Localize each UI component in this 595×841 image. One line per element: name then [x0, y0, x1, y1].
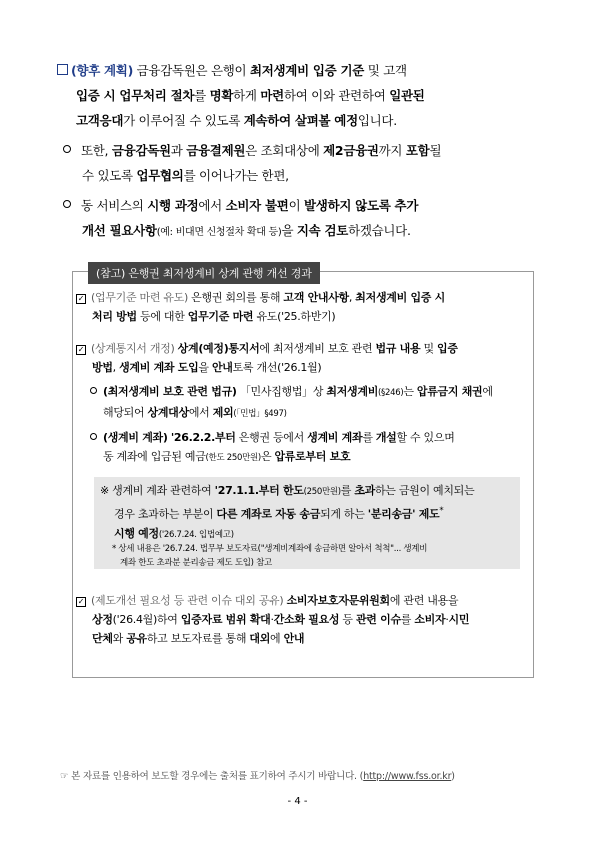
- text: 은행권 회의를 통해: [187, 291, 284, 304]
- text-small: (예: 비대면 신청절차 확대 등): [156, 227, 282, 238]
- text: 동 서비스의: [81, 198, 148, 213]
- footnote-line-2: 계좌 한도 초과분 분리송금 제도 도입) 참고: [120, 558, 272, 568]
- text: 하고 보도자료를 통해: [146, 632, 250, 645]
- bullet-line-2: [63, 163, 543, 188]
- text: 토록 개선('26.1월): [232, 361, 322, 374]
- text: 될: [429, 143, 442, 158]
- text: 과: [170, 143, 187, 158]
- footnote-line-1: * 상세 내용은 '26.7.24. 법무부 보도자료("생계비계좌에 송금하면 알아서 척척"... 생계비: [112, 544, 428, 554]
- text-small: (한도 250만원): [205, 453, 261, 463]
- item-line-1: [76, 591, 528, 610]
- footnote-mark: *: [439, 506, 444, 516]
- text: 는: [403, 385, 417, 398]
- item-line-2: [76, 307, 528, 326]
- item-line-3: [76, 629, 528, 648]
- sub-line-2: [90, 447, 530, 468]
- text: ·: [270, 613, 274, 626]
- item-tag: (상계통지서 개정): [91, 342, 175, 355]
- text: 및 고객: [364, 63, 407, 78]
- text: 가 이루어질 수 있도록: [123, 113, 244, 128]
- text-bold: 관련 이슈: [355, 613, 401, 626]
- text-bold: 상정: [92, 613, 113, 626]
- text-bold: 시행 예정: [114, 526, 159, 540]
- text-bold: 생계비 계좌 도입: [119, 361, 199, 374]
- text: 「민사집행법」상: [236, 385, 327, 398]
- circle-bullet-icon: [63, 145, 71, 153]
- text: 을: [281, 223, 297, 238]
- text-bold: 시민: [448, 613, 470, 626]
- checkbox-icon: ✓: [77, 294, 85, 303]
- text: 에: [270, 632, 284, 645]
- text-bold: 최저생계비: [326, 385, 379, 398]
- text-bold: 다른 계좌로 자동 송금: [216, 507, 321, 521]
- footer-text: ): [451, 771, 455, 782]
- text-bold: 소비자보호자문위원회: [286, 594, 390, 607]
- text: 은행권 등에서: [235, 431, 308, 444]
- text-bold: 포함: [405, 143, 430, 158]
- text-bold: '27.1.1.부터 한도: [214, 484, 304, 497]
- item-line-2: [76, 358, 528, 377]
- text-bold: '분리송금' 제도: [367, 507, 440, 521]
- text-bold: 입증자료 범위 확대: [180, 613, 271, 626]
- text-bold: '26.2.2.부터: [170, 431, 236, 444]
- text: 에 관련 내용을: [389, 594, 459, 607]
- text-bold: 방법: [92, 361, 113, 374]
- text: 유도('25.하반기): [253, 310, 336, 323]
- footer-notice: [60, 768, 455, 782]
- text-bold: 소비자 불편: [225, 198, 289, 213]
- source-link[interactable]: http://www.fss.or.kr: [363, 771, 452, 782]
- text-bold: (최저생계비 보호 관련 법규): [103, 385, 237, 398]
- reference-item-share: [76, 591, 528, 648]
- text-bold: 고객응대: [76, 113, 124, 128]
- text: 되게 하는: [320, 507, 368, 521]
- text-bold: 압류로부터 보호: [274, 450, 351, 463]
- text-bold: 개설: [375, 431, 397, 444]
- text: 하여 이와 관련하여: [283, 88, 390, 103]
- text-bold: 명확: [209, 88, 234, 103]
- sub-line-1: [90, 428, 530, 447]
- sub-line-1: [90, 382, 530, 403]
- plan-tag: (향후 계획): [71, 63, 133, 78]
- reference-sub-law: [90, 382, 530, 424]
- text: 경우 초과하는 부분이: [114, 507, 217, 521]
- text-bold: 대외: [249, 632, 271, 645]
- text: 생계비 계좌 관련하여: [108, 484, 215, 497]
- text-bold: 초과: [354, 484, 375, 497]
- text: 금융감독원은 은행이: [132, 63, 250, 78]
- text: 은: [260, 450, 275, 463]
- note-line-1: [100, 481, 520, 502]
- text-bold: 개선 필요사항: [82, 223, 157, 238]
- plan-line-2: [57, 83, 547, 108]
- text-bold: 안내: [283, 632, 305, 645]
- text: 와: [112, 632, 127, 645]
- text: 은 조회대상에: [245, 143, 324, 158]
- text-bold: 고객 안내사항: [283, 291, 349, 304]
- text-bold: 계속하여 살펴볼 예정: [243, 113, 358, 128]
- item-tag: (업무기준 마련 유도): [91, 291, 188, 304]
- bullet-line-2: [63, 218, 543, 245]
- text-bold: 마련: [260, 88, 284, 103]
- text: 또한,: [81, 143, 112, 158]
- reference-item-notice: [76, 339, 528, 377]
- text-bold: 입증: [437, 342, 458, 355]
- bullet-line-1: [63, 138, 543, 163]
- bullet-line-1: [63, 193, 543, 218]
- text-bold: 지속 검토: [296, 223, 349, 238]
- text-bold: 발생하지 않도록 추가: [304, 198, 419, 213]
- bullet-improvement: [63, 193, 543, 245]
- text-small: (「민법」§497): [233, 409, 287, 419]
- text-bold: 금융감독원: [111, 143, 171, 158]
- text-bold: 단체: [92, 632, 113, 645]
- text-bold: 업무협의: [136, 168, 184, 183]
- footer-text: 본 자료를 인용하여 보도할 경우에는 출처를 표기하여 주시기 바랍니다. (: [68, 771, 364, 782]
- item-tag: (제도개선 필요성 등 관련 이슈 대외 공유): [91, 594, 284, 607]
- plan-line-1: [57, 58, 547, 83]
- text: ('26.4월)하여: [112, 613, 181, 626]
- text-small: (250만원): [303, 487, 341, 497]
- text-bold: 처리 방법: [92, 310, 137, 323]
- text-bold: 제외: [212, 406, 234, 419]
- text: 를 이어나가는 한편,: [183, 168, 289, 183]
- text-bold: 상계(예정)통지서: [177, 342, 260, 355]
- reference-box-title: (참고) 은행권 최저생계비 상계 관행 개선 경과: [88, 262, 320, 284]
- text-bold: 소비자: [414, 613, 446, 626]
- text: 및: [420, 342, 438, 355]
- text-bold: 시행 과정: [147, 198, 199, 213]
- text-bold: 제2금융권: [323, 143, 379, 158]
- text: 입니다.: [357, 113, 397, 128]
- text-small: (§246): [378, 388, 404, 398]
- text-bold: 상계대상: [147, 406, 189, 419]
- text: 에: [482, 385, 493, 398]
- item-line-1: [76, 339, 528, 358]
- checkbox-icon: ✓: [77, 345, 85, 354]
- text-bold: 생계비 계좌: [307, 431, 363, 444]
- text-bold: 안내: [211, 361, 233, 374]
- text: 하게: [233, 88, 261, 103]
- text: 하는 금원이 예치되는: [374, 484, 475, 497]
- item-line-1: [76, 288, 528, 307]
- text-bold: (생계비 계좌): [103, 431, 168, 444]
- text: 에서: [198, 198, 226, 213]
- plan-paragraph: [57, 58, 547, 133]
- text: ,: [348, 291, 356, 304]
- text-small: ('26.7.24. 입법예고): [158, 529, 234, 540]
- text: 하겠습니다.: [348, 223, 411, 238]
- note-footnote: [112, 542, 522, 570]
- reference-mark-icon: ※: [100, 484, 109, 497]
- square-bullet-icon: [57, 64, 68, 75]
- text: 등: [339, 613, 356, 626]
- text-bold: 압류금지 채권: [416, 385, 483, 398]
- item-line-2: [76, 610, 528, 629]
- text-bold: 입증 시 업무처리 절차: [76, 88, 195, 103]
- sub-line-2: [90, 403, 530, 424]
- reference-item-guideline: [76, 288, 528, 326]
- text: 할 수 있으며: [396, 431, 455, 444]
- text: 를: [362, 431, 376, 444]
- text-bold: 금융결제원: [186, 143, 246, 158]
- note-line-2: [100, 502, 520, 524]
- text: 에 최저생계비 보호 관련: [259, 342, 376, 355]
- text: 동 계좌에 입금된 예금: [103, 450, 206, 463]
- text: 수 있도록: [82, 168, 137, 183]
- text: 에서: [188, 406, 213, 419]
- text: 를: [400, 613, 415, 626]
- text: 을: [198, 361, 212, 374]
- note-text: [100, 481, 520, 545]
- text-bold: 공유: [126, 632, 147, 645]
- checkbox-icon: ✓: [77, 597, 85, 606]
- text: 등에 대한: [136, 310, 188, 323]
- text: ·: [445, 613, 449, 626]
- text: 해당되어: [103, 406, 148, 419]
- text-bold: 일관된: [389, 88, 425, 103]
- text-bold: 법규 내용: [375, 342, 421, 355]
- text: 를: [340, 484, 355, 497]
- circle-bullet-icon: [90, 387, 97, 394]
- circle-bullet-icon: [90, 433, 97, 440]
- text-bold: 간소화 필요성: [273, 613, 340, 626]
- circle-bullet-icon: [63, 200, 71, 208]
- plan-line-3: [57, 108, 547, 133]
- text: ,: [112, 361, 120, 374]
- text-bold: 업무기준 마련: [187, 310, 254, 323]
- text-bold: 최저생계비 입증 시: [355, 291, 445, 304]
- reference-sub-account: [90, 428, 530, 468]
- bullet-cooperation: [63, 138, 543, 188]
- page-number: - 4 -: [287, 796, 308, 807]
- text: 를: [194, 88, 210, 103]
- text: 이: [288, 198, 305, 213]
- text-bold: 최저생계비 입증 기준: [249, 63, 365, 78]
- pointing-hand-icon: ☞: [60, 771, 69, 782]
- text: 까지: [378, 143, 406, 158]
